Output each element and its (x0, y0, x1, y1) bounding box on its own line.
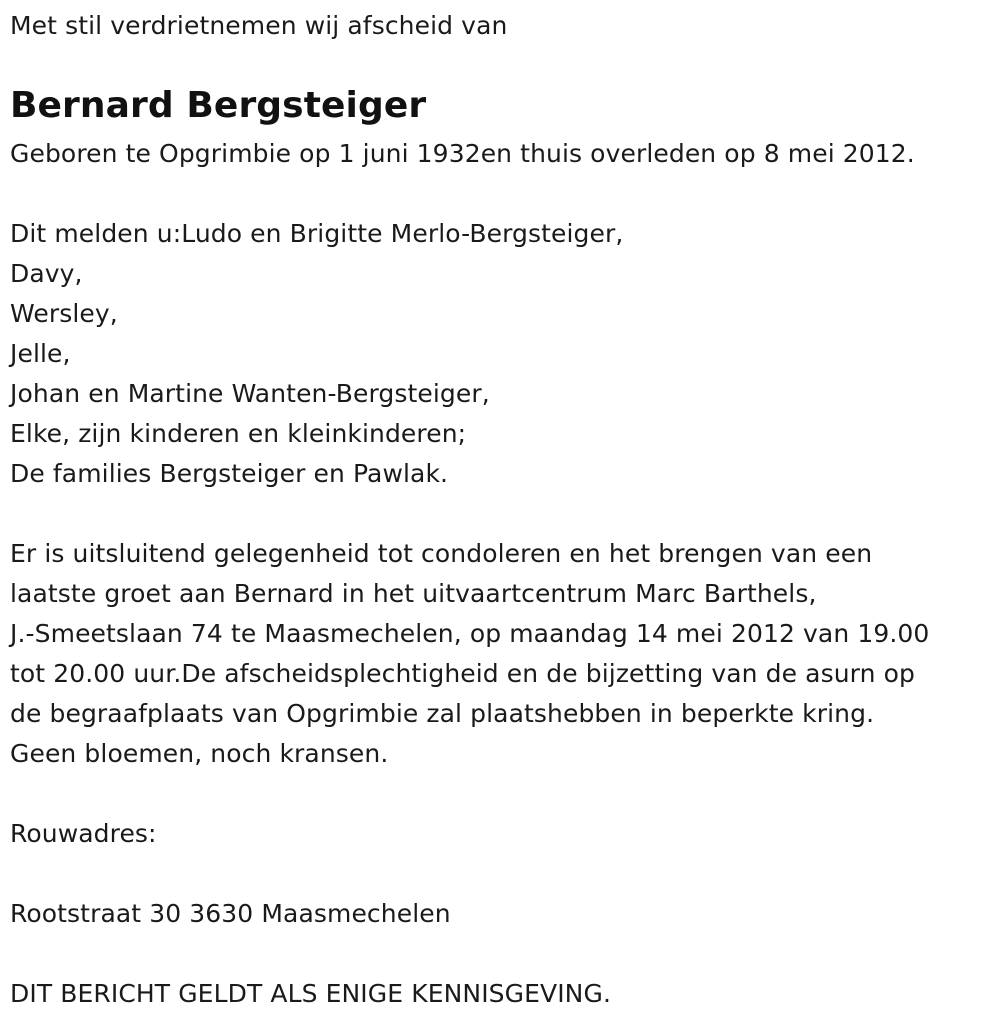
mourning-address: Rootstraat 30 3630 Maasmechelen (10, 899, 451, 928)
details-line: Er is uitsluitend gelegenheid tot condoleren en het brengen van een (10, 539, 873, 568)
deceased-name: Bernard Bergsteiger (10, 85, 427, 126)
details-line: tot 20.00 uur.De afscheidsplechtigheid en de bijzetting van de asurn op (10, 659, 915, 688)
mourners-list (10, 214, 623, 494)
ceremony-details (10, 534, 929, 774)
closing-statement: DIT BERICHT GELDT ALS ENIGE KENNISGEVING. (10, 979, 611, 1008)
mourner-line: Johan en Martine Wanten-Bergsteiger, (10, 379, 490, 408)
mourner-line: Davy, (10, 259, 83, 288)
details-line: Geen bloemen, noch kransen. (10, 739, 389, 768)
address-label: Rouwadres: (10, 819, 157, 848)
intro-line: Met stil verdrietnemen wij afscheid van (10, 11, 508, 40)
mourner-line: Wersley, (10, 299, 118, 328)
mourner-line: Jelle, (10, 339, 71, 368)
birth-death-line: Geboren te Opgrimbie op 1 juni 1932en thuis overleden op 8 mei 2012. (10, 139, 915, 168)
mourner-line: Elke, zijn kinderen en kleinkinderen; (10, 419, 467, 448)
details-line: de begraafplaats van Opgrimbie zal plaatshebben in beperkte kring. (10, 699, 875, 728)
details-line: laatste groet aan Bernard in het uitvaartcentrum Marc Barthels, (10, 579, 817, 608)
mourner-line: De families Bergsteiger en Pawlak. (10, 459, 449, 488)
mourner-line: Dit melden u:Ludo en Brigitte Merlo-Bergsteiger, (10, 219, 624, 248)
details-line: J.-Smeetslaan 74 te Maasmechelen, op maandag 14 mei 2012 van 19.00 (10, 619, 930, 648)
